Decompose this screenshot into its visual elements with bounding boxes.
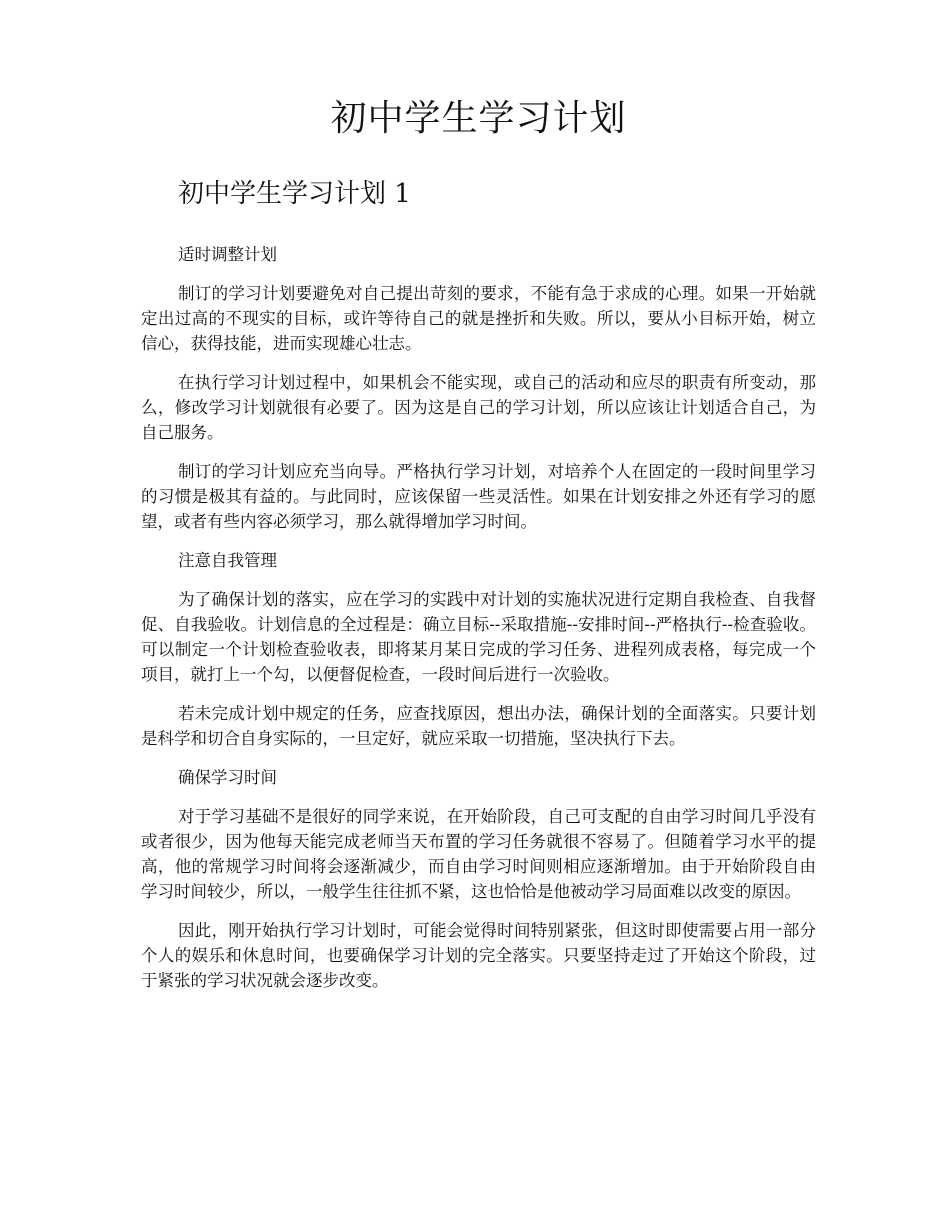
document-title: 初中学生学习计划 bbox=[330, 98, 627, 139]
paragraph: 在执行学习计划过程中，如果机会不能实现，或自己的活动和应尽的职责有所变动，那么，修改学习计划就很有必要了。因为这是自己的学习计划，所以应该让计划适合自己，为自己服务。 bbox=[141, 373, 816, 442]
subheading-adjust-plan: 适时调整计划 bbox=[178, 245, 277, 264]
paragraph: 制订的学习计划要避免对自己提出苛刻的要求，不能有急于求成的心理。如果一开始就定出过高的不现实的目标，或许等待自己的就是挫折和失败。所以，要从小目标开始，树立信心，获得技能，进而实现雄心壮志。 bbox=[141, 284, 816, 353]
subheading-study-time: 确保学习时间 bbox=[178, 768, 277, 787]
document-body bbox=[141, 242, 816, 1007]
paragraph: 若未完成计划中规定的任务，应查找原因，想出办法，确保计划的全面落实。只要计划是科学和切合自身实际的，一旦定好，就应采取一切措施，坚决执行下去。 bbox=[141, 704, 816, 748]
section-title: 初中学生学习计划 1 bbox=[178, 179, 411, 209]
subheading-self-management: 注意自我管理 bbox=[178, 551, 277, 570]
paragraph: 因此，刚开始执行学习计划时，可能会觉得时间特别紧张，但这时即使需要占用一部分个人的娱乐和休息时间，也要确保学习计划的完全落实。只要坚持走过了开始这个阶段，过于紧张的学习状况就会逐步改变。 bbox=[141, 921, 816, 990]
paragraph: 制订的学习计划应充当向导。严格执行学习计划，对培养个人在固定的一段时间里学习的习惯是极其有益的。与此同时，应该保留一些灵活性。如果在计划安排之外还有学习的愿望，或者有些内容必须学习，那么就得增加学习时间。 bbox=[141, 462, 816, 531]
paragraph: 对于学习基础不是很好的同学来说，在开始阶段，自己可支配的自由学习时间几乎没有或者很少，因为他每天能完成老师当天布置的学习任务就很不容易了。但随着学习水平的提高，他的常规学习时间将会逐渐减少，而自由学习时间则相应逐渐增加。由于开始阶段自由学习时间较少，所以，一般学生往往抓不紧，这也恰恰是他被动学习局面难以改变的原因。 bbox=[141, 807, 816, 901]
paragraph: 为了确保计划的落实，应在学习的实践中对计划的实施状况进行定期自我检查、自我督促、自我验收。计划信息的全过程是：确立目标--采取措施--安排时间--严格执行--检查验收。可以制定一个计划检查验收表，即将某月某日完成的学习任务、进程列成表格，每完成一个项目，就打上一个勾，以便督促检查，一段时间后进行一次验收。 bbox=[141, 590, 816, 684]
